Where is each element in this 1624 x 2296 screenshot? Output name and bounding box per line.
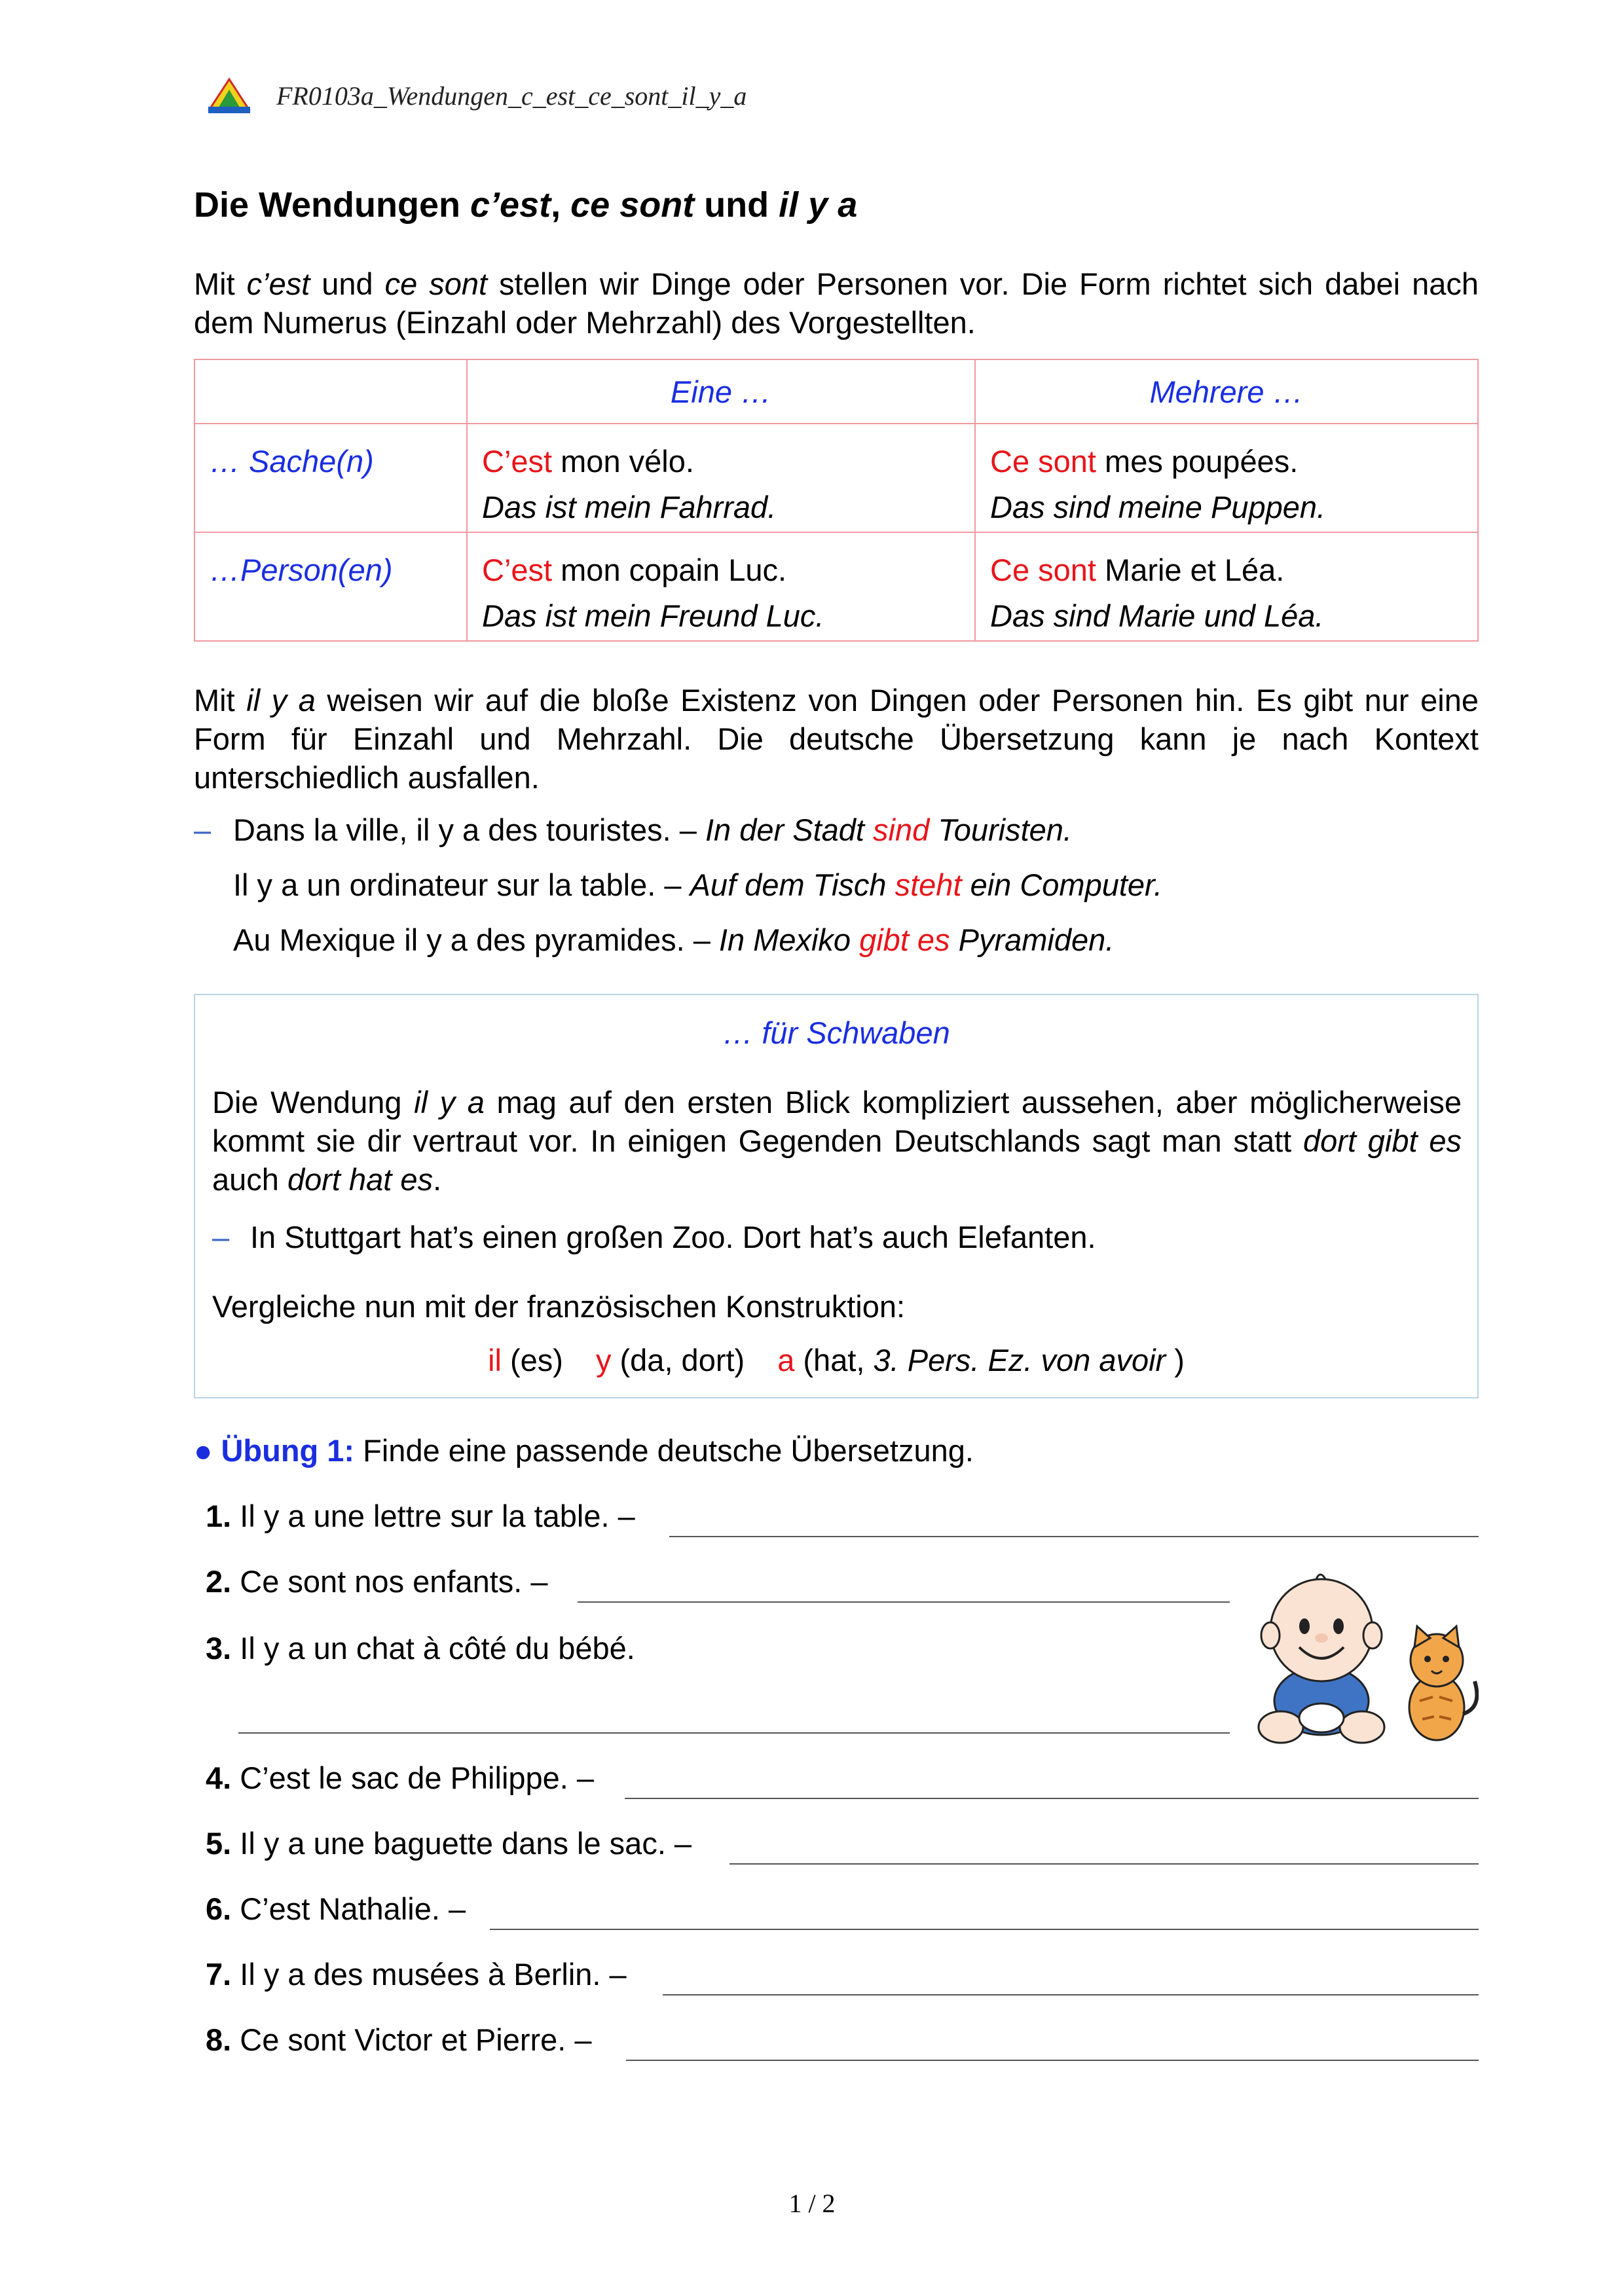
exercise-item: 4. C’est le sac de Philippe. – [206,1760,595,1795]
cell-many: Ce sont mes poupées. Das sind meine Puppen. [975,424,1478,532]
exercise-item: 8. Ce sont Victor et Pierre. – [206,2022,592,2057]
exercise-item: 3. Il y a un chat à côté du bébé. [206,1631,635,1666]
answer-line[interactable] [669,1536,1479,1537]
page-title: Die Wendungen c’est, ce sont und il y a [194,185,858,225]
exercise-item: 1. Il y a une lettre sur la table. – [206,1499,635,1533]
example-line: – Dans la ville, il y a des touristes. – In der Stadt sind Touristen. [194,812,1072,847]
exercise-item: 5. Il y a une baguette dans le sac. – [206,1826,692,1861]
exercise-item: 7. Il y a des musées à Berlin. – [206,1957,627,1992]
cell-one: C’est mon copain Luc. Das ist mein Freund Luc. [467,532,975,641]
table-header-one: Eine … [467,359,975,424]
grammar-table [194,359,1479,642]
info-box-paragraph: Die Wendung il y a mag auf den ersten Blick kompliziert aussehen, aber möglicherweise kommt sie dir vertraut vor. In einigen Gegenden Deutschlands sagt man statt dort gibt es auch dort hat es. [212,1085,1462,1197]
cell-many: Ce sont Marie et Léa. Das sind Marie und Léa. [975,532,1478,641]
logo-icon [207,77,251,115]
page-header [207,76,747,115]
exercise-item: 6. C’est Nathalie. – [206,1891,466,1926]
table-header-empty [194,359,467,424]
example-line: Il y a un ordinateur sur la table. – Auf dem Tisch steht ein Computer. [233,867,1163,902]
answer-line[interactable] [729,1863,1479,1865]
answer-line[interactable] [663,1994,1479,1995]
row-label: … Sache(n) [194,424,467,532]
row-label: …Person(en) [194,532,467,641]
answer-line[interactable] [626,2060,1479,2061]
info-box-compare: Vergleiche nun mit der französischen Konstruktion: [212,1289,906,1324]
cell-one: C’est mon vélo. Das ist mein Fahrrad. [467,424,975,532]
answer-line[interactable] [578,1601,1230,1603]
baby-and-cat-illustration [1256,1570,1479,1747]
info-box-schwaben [194,994,1479,1398]
example-line: Au Mexique il y a des pyramides. – In Mexiko gibt es Pyramiden. [233,922,1115,957]
info-box-parts: il (es) y (da, dort) a (hat, 3. Pers. Ez. von avoir ) [488,1343,1185,1377]
exercise-item: 2. Ce sont nos enfants. – [206,1564,548,1599]
exercise-title: ● Übung 1: Finde eine passende deutsche Übersetzung. [194,1433,974,1468]
intro-paragraph: Mit c’est und ce sont stellen wir Dinge oder Personen vor. Die Form richtet sich dabei nach dem Numerus (Einzahl oder Mehrzahl) des Vorgestellten. [194,266,1479,340]
answer-line[interactable] [625,1798,1479,1799]
table-row [194,424,1478,532]
info-box-title: … für Schwaben [722,1015,950,1050]
info-box-example: – In Stuttgart hat’s einen großen Zoo. Dort hat’s auch Elefanten. [212,1220,1096,1254]
table-row [194,532,1478,641]
page-number: 1 / 2 [788,2189,836,2218]
ilya-paragraph: Mit il y a weisen wir auf die bloße Existenz von Dingen oder Personen hin. Es gibt nur eine Form für Einzahl und Mehrzahl. Die deutsche Übersetzung kann je nach Kontext unterschiedlich ausfallen. [194,683,1479,795]
baby-icon [1259,1575,1384,1743]
table-header-row [194,359,1478,424]
cat-icon [1409,1626,1477,1740]
answer-line[interactable] [238,1732,1230,1734]
table-header-many: Mehrere … [975,359,1478,424]
header-filename: FR0103a_Wendungen_c_est_ce_sont_il_y_a [276,81,747,111]
answer-line[interactable] [490,1929,1479,1930]
